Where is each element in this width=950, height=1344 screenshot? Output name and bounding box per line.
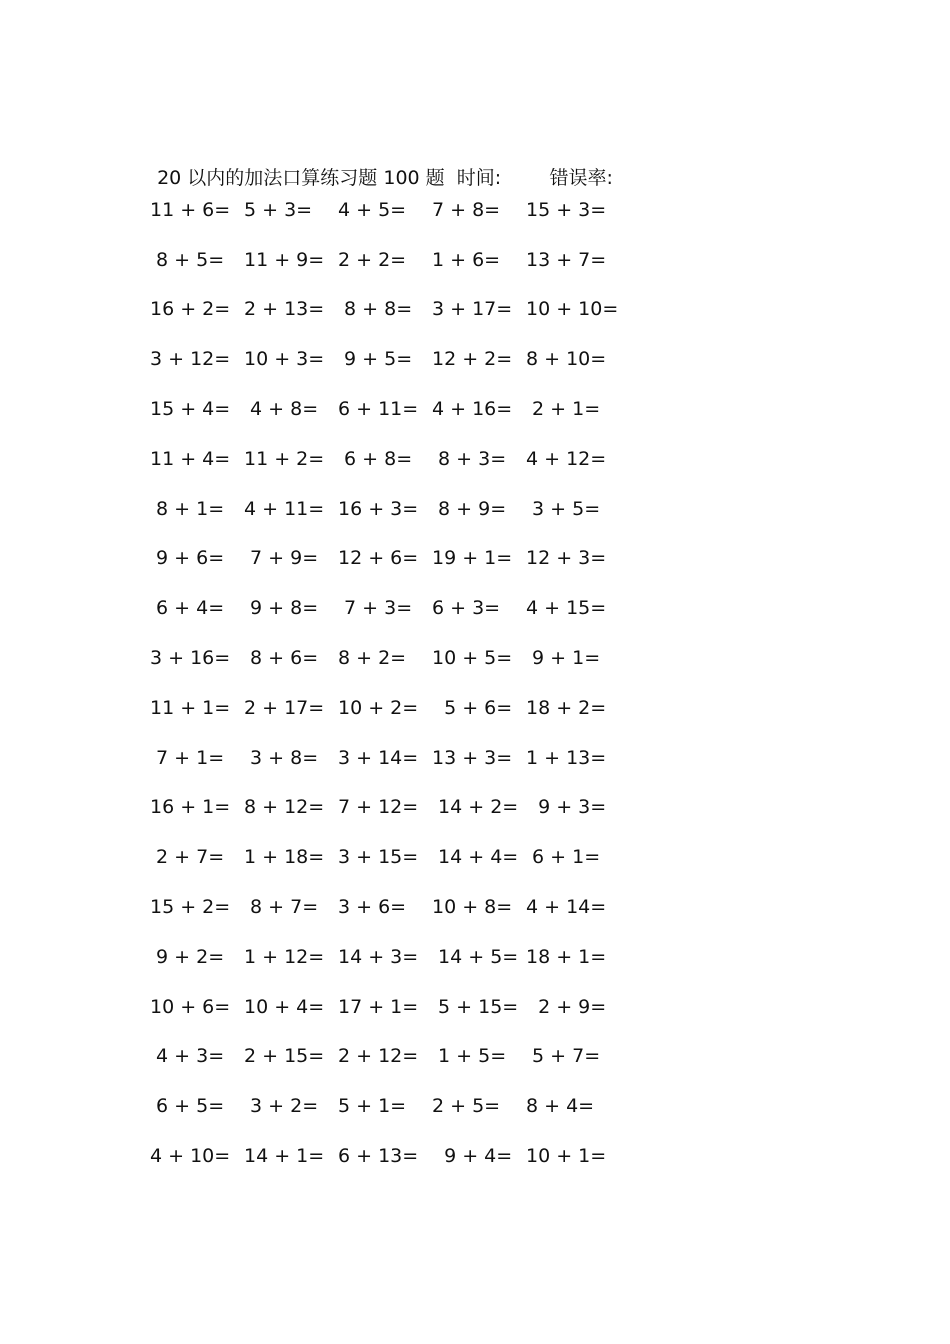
problem-item: 2 + 9= xyxy=(526,995,607,1018)
problem-item: 3 + 12= xyxy=(150,348,231,371)
error-rate-label: 错误率: xyxy=(549,167,613,189)
problem-item: 17 + 1= xyxy=(338,995,419,1018)
problem-item: 10 + 10= xyxy=(526,298,619,321)
problem-item: 13 + 3= xyxy=(432,746,513,769)
problem-row xyxy=(150,633,650,683)
problem-item: 15 + 2= xyxy=(150,896,231,919)
problem-item: 11 + 6= xyxy=(150,198,231,221)
problem-item: 8 + 8= xyxy=(338,298,413,321)
problem-item: 18 + 2= xyxy=(526,696,607,719)
worksheet-header xyxy=(145,136,613,192)
problem-item: 10 + 5= xyxy=(432,647,513,670)
problem-item: 4 + 11= xyxy=(244,497,325,520)
problem-item: 8 + 9= xyxy=(432,497,507,520)
problem-item: 3 + 15= xyxy=(338,846,419,869)
problem-item: 8 + 12= xyxy=(244,796,325,819)
problem-item: 6 + 13= xyxy=(338,1145,419,1168)
problem-item: 11 + 2= xyxy=(244,447,325,470)
problem-item: 16 + 3= xyxy=(338,497,419,520)
problem-item: 5 + 1= xyxy=(338,1095,407,1118)
problem-item: 6 + 8= xyxy=(338,447,413,470)
problem-item: 18 + 1= xyxy=(526,945,607,968)
problem-item: 10 + 8= xyxy=(432,896,513,919)
problem-item: 3 + 16= xyxy=(150,647,231,670)
problem-item: 16 + 2= xyxy=(150,298,231,321)
problem-grid xyxy=(150,185,650,1181)
problem-row xyxy=(150,285,650,335)
problem-item: 4 + 15= xyxy=(526,597,607,620)
problem-row xyxy=(150,1032,650,1082)
problem-row xyxy=(150,534,650,584)
problem-row xyxy=(150,185,650,235)
problem-item: 8 + 4= xyxy=(526,1095,595,1118)
problem-item: 14 + 4= xyxy=(432,846,519,869)
problem-item: 14 + 2= xyxy=(432,796,519,819)
problem-row xyxy=(150,733,650,783)
problem-item: 1 + 12= xyxy=(244,945,325,968)
problem-item: 3 + 14= xyxy=(338,746,419,769)
problem-item: 9 + 8= xyxy=(244,597,319,620)
problem-item: 11 + 4= xyxy=(150,447,231,470)
problem-item: 2 + 2= xyxy=(338,248,407,271)
problem-item: 10 + 2= xyxy=(338,696,419,719)
problem-item: 8 + 6= xyxy=(244,647,319,670)
problem-row xyxy=(150,434,650,484)
problem-item: 9 + 5= xyxy=(338,348,413,371)
problem-item: 3 + 2= xyxy=(244,1095,319,1118)
problem-row xyxy=(150,832,650,882)
problem-item: 6 + 5= xyxy=(150,1095,225,1118)
problem-item: 2 + 7= xyxy=(150,846,225,869)
problem-row xyxy=(150,484,650,534)
worksheet-title: 20 以内的加法口算练习题 100 题 xyxy=(157,167,445,189)
problem-row xyxy=(150,384,650,434)
problem-item: 10 + 6= xyxy=(150,995,231,1018)
problem-item: 9 + 3= xyxy=(526,796,607,819)
problem-item: 6 + 3= xyxy=(432,597,501,620)
problem-item: 4 + 8= xyxy=(244,398,319,421)
problem-item: 2 + 13= xyxy=(244,298,325,321)
problem-row xyxy=(150,783,650,833)
problem-item: 8 + 2= xyxy=(338,647,407,670)
problem-item: 1 + 5= xyxy=(432,1045,507,1068)
problem-item: 12 + 6= xyxy=(338,547,419,570)
time-label: 时间: xyxy=(456,167,502,189)
problem-item: 2 + 1= xyxy=(526,398,601,421)
problem-item: 12 + 3= xyxy=(526,547,607,570)
problem-item: 9 + 6= xyxy=(150,547,225,570)
problem-item: 6 + 11= xyxy=(338,398,419,421)
problem-item: 3 + 8= xyxy=(244,746,319,769)
problem-item: 5 + 3= xyxy=(244,198,313,221)
problem-item: 2 + 12= xyxy=(338,1045,419,1068)
problem-item: 8 + 3= xyxy=(432,447,507,470)
problem-item: 3 + 6= xyxy=(338,896,407,919)
problem-item: 2 + 5= xyxy=(432,1095,501,1118)
problem-item: 14 + 5= xyxy=(432,945,519,968)
problem-item: 7 + 3= xyxy=(338,597,413,620)
problem-row xyxy=(150,1081,650,1131)
problem-row xyxy=(150,683,650,733)
problem-item: 9 + 2= xyxy=(150,945,225,968)
problem-row xyxy=(150,583,650,633)
problem-item: 7 + 8= xyxy=(432,198,501,221)
problem-item: 8 + 5= xyxy=(150,248,225,271)
problem-item: 15 + 3= xyxy=(526,198,607,221)
problem-item: 4 + 5= xyxy=(338,198,407,221)
problem-item: 14 + 1= xyxy=(244,1145,325,1168)
problem-item: 1 + 6= xyxy=(432,248,501,271)
problem-item: 11 + 9= xyxy=(244,248,325,271)
problem-item: 8 + 10= xyxy=(526,348,607,371)
problem-item: 3 + 5= xyxy=(526,497,601,520)
problem-item: 6 + 4= xyxy=(150,597,225,620)
problem-item: 4 + 12= xyxy=(526,447,607,470)
problem-item: 10 + 3= xyxy=(244,348,325,371)
problem-row xyxy=(150,235,650,285)
problem-item: 2 + 17= xyxy=(244,696,325,719)
problem-item: 10 + 1= xyxy=(526,1145,607,1168)
problem-item: 4 + 16= xyxy=(432,398,513,421)
problem-row xyxy=(150,982,650,1032)
problem-item: 5 + 7= xyxy=(526,1045,601,1068)
problem-item: 16 + 1= xyxy=(150,796,231,819)
problem-item: 2 + 15= xyxy=(244,1045,325,1068)
problem-row xyxy=(150,882,650,932)
problem-item: 15 + 4= xyxy=(150,398,231,421)
problem-item: 6 + 1= xyxy=(526,846,601,869)
problem-item: 7 + 1= xyxy=(150,746,225,769)
problem-item: 12 + 2= xyxy=(432,348,513,371)
problem-item: 4 + 3= xyxy=(150,1045,225,1068)
problem-item: 4 + 10= xyxy=(150,1145,231,1168)
problem-item: 9 + 4= xyxy=(432,1145,513,1168)
problem-item: 19 + 1= xyxy=(432,547,513,570)
problem-item: 4 + 14= xyxy=(526,896,607,919)
problem-item: 7 + 12= xyxy=(338,796,419,819)
problem-item: 11 + 1= xyxy=(150,696,231,719)
problem-item: 3 + 17= xyxy=(432,298,513,321)
problem-row xyxy=(150,1131,650,1181)
problem-item: 1 + 13= xyxy=(526,746,607,769)
problem-item: 5 + 6= xyxy=(432,696,513,719)
problem-item: 10 + 4= xyxy=(244,995,325,1018)
problem-row xyxy=(150,932,650,982)
problem-item: 9 + 1= xyxy=(526,647,601,670)
problem-item: 8 + 7= xyxy=(244,896,319,919)
problem-item: 8 + 1= xyxy=(150,497,225,520)
problem-item: 5 + 15= xyxy=(432,995,519,1018)
problem-item: 7 + 9= xyxy=(244,547,319,570)
problem-item: 14 + 3= xyxy=(338,945,419,968)
problem-item: 13 + 7= xyxy=(526,248,607,271)
problem-row xyxy=(150,334,650,384)
problem-item: 1 + 18= xyxy=(244,846,325,869)
